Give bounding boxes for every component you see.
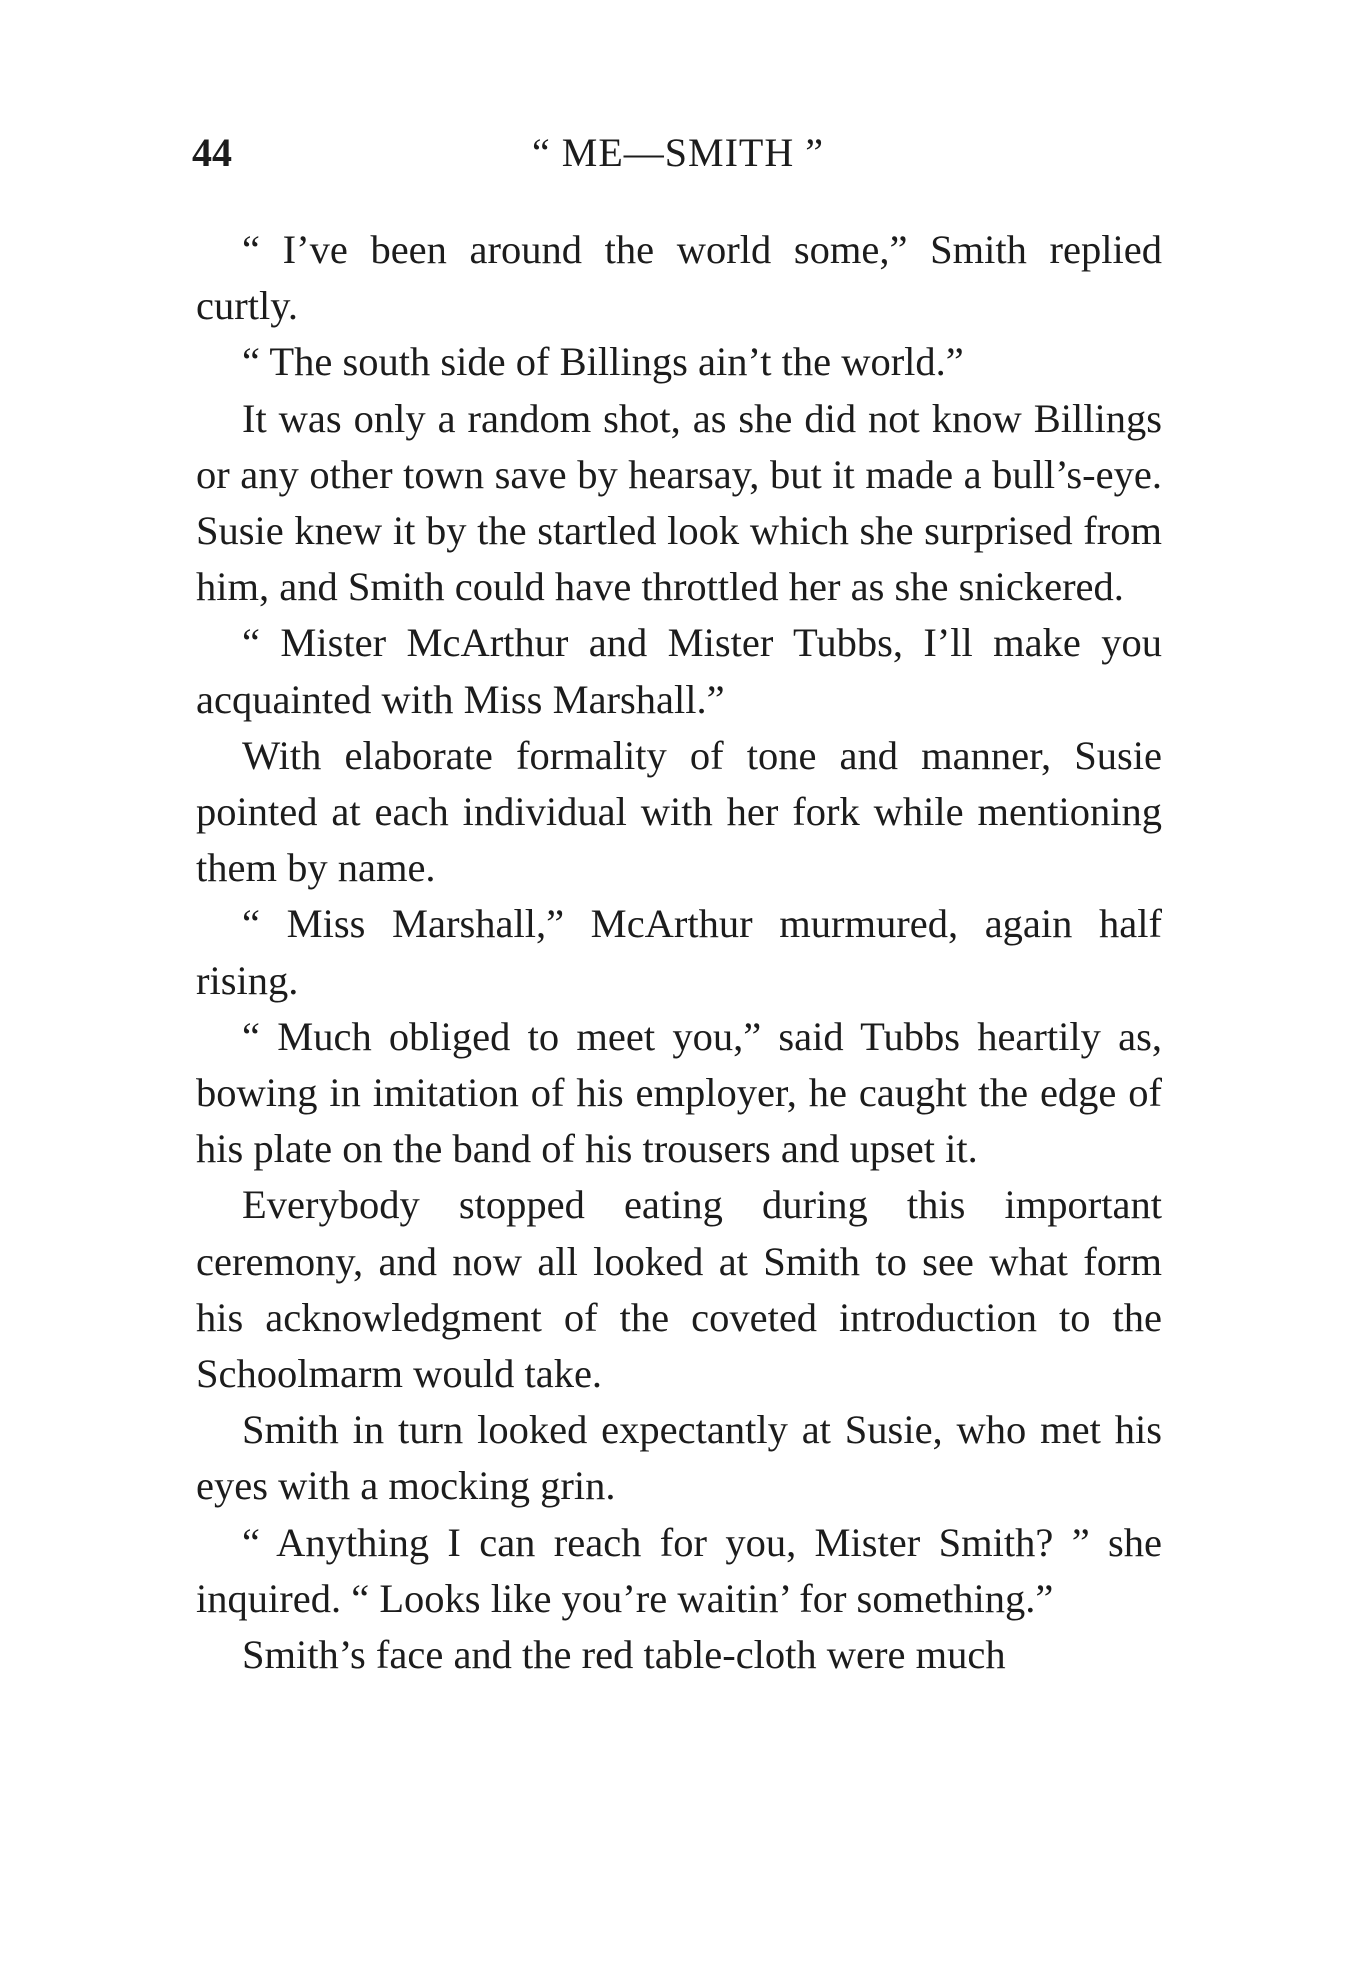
paragraph: “ Mister McArthur and Mister Tubbs, I’ll make you acquainted with Miss Marshall.” (196, 620, 1162, 722)
page-header (192, 128, 1164, 178)
paragraph: “ Anything I can reach for you, Mister Smith? ” she inquired. “ Looks like you’re waitin’ for something.” (196, 1519, 1162, 1621)
running-title: “ ME—SMITH ” (532, 130, 824, 175)
paragraph: Smith in turn looked expectantly at Susie, who met his eyes with a mocking grin. (196, 1407, 1162, 1509)
paragraph: “ I’ve been around the world some,” Smith replied curtly. (196, 227, 1162, 329)
body-text (196, 222, 1162, 1683)
paragraph-last-line: Smith’s face and the red table-cloth were much (242, 1632, 1006, 1678)
paragraph: “ The south side of Billings ain’t the world.” (242, 339, 964, 385)
page-number: 44 (192, 130, 232, 175)
paragraph: It was only a random shot, as she did not know Billings or any other town save by hearsay, but it made a bull’s-eye. Susie knew it by the startled look which she surprised from him, and Smith could have throttled her as she snickered. (196, 395, 1162, 610)
paragraph: “ Much obliged to meet you,” said Tubbs heartily as, bowing in imitation of his employer, he caught the edge of his plate on the band of his trousers and upset it. (196, 1013, 1162, 1172)
paragraph: With elaborate formality of tone and manner, Susie pointed at each individual with her fork while mentioning them by name. (196, 732, 1162, 891)
paragraph: “ Miss Marshall,” McArthur murmured, again half rising. (196, 901, 1162, 1003)
paragraph: Everybody stopped eating during this important ceremony, and now all looked at Smith to see what form his acknowledgment of the coveted introduction to the Schoolmarm would take. (196, 1182, 1162, 1397)
